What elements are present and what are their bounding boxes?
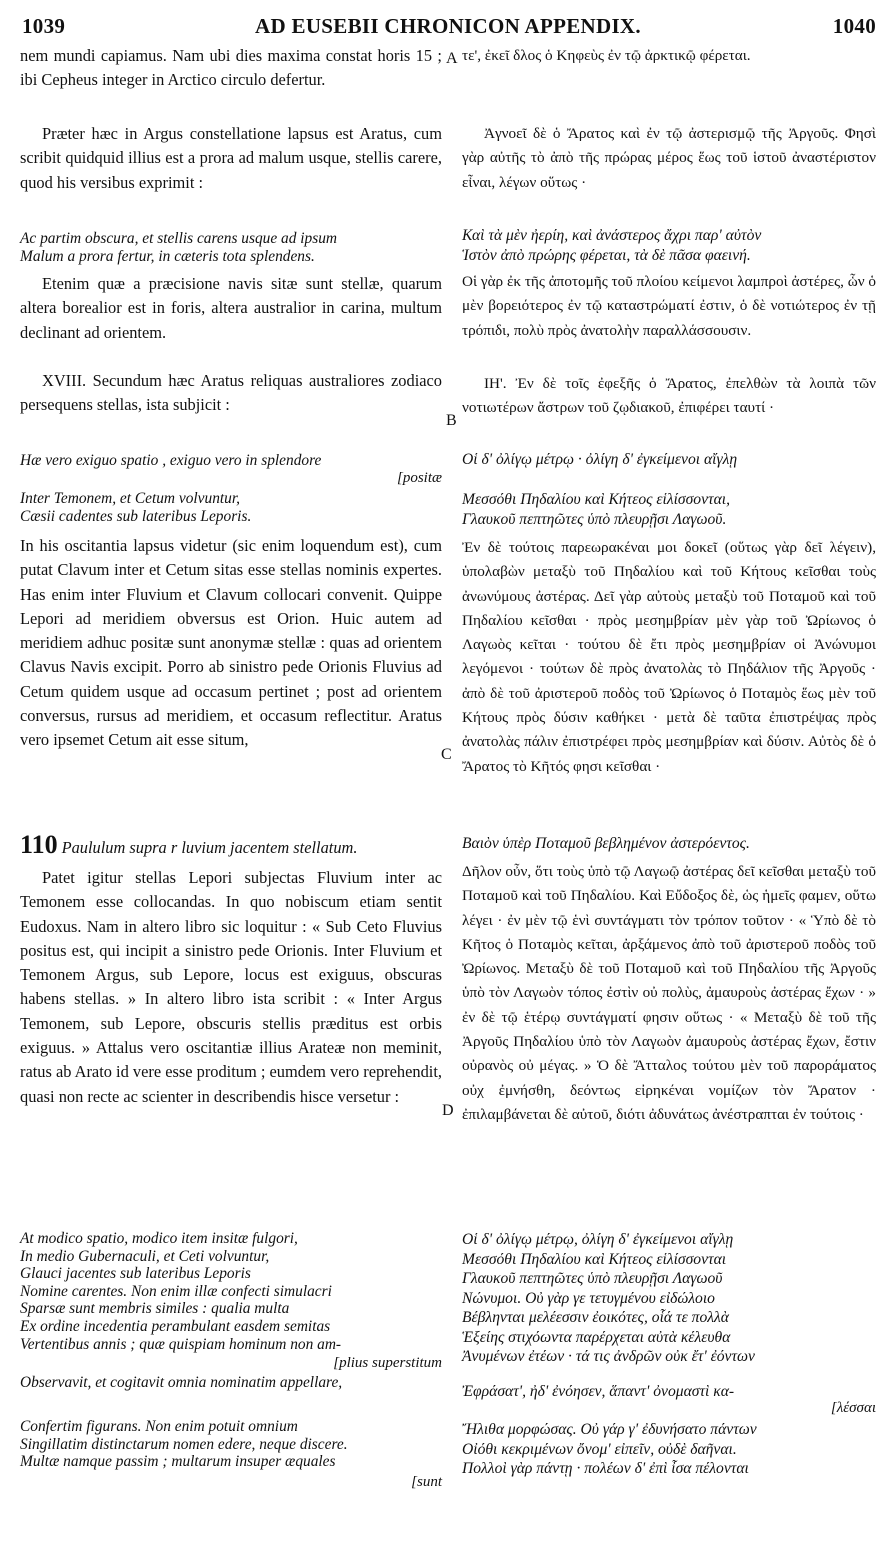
latin-verse-4b: Observavit, et cogitavit omnia nominatim appellare, [20,1374,343,1391]
page-number-left: 1039 [22,14,66,38]
greek-paragraph-1: τε', ἐκεῖ δλος ὁ Κηφεὺς ἐν τῷ ἀρκτικῷ φέρεται. [462,47,751,64]
running-title: AD EUSEBII CHRONICON APPENDIX. [255,14,641,38]
greek-verse-2b: Μεσσόθι Πηδαλίου καὶ Κήτεος εἱλίσσονται, Γλαυκοῦ πεπτηῶτες ὑπὸ πλευρῇσι Λαγωοῦ. [462,491,731,528]
latin-verse-2b: Inter Temonem, et Cetum volvuntur, Cæsii cadentes sub lateribus Leporis. [20,490,252,525]
latin-verse-4: At modico spatio, modico item insitæ fulgori, In medio Gubernaculi, et Ceti volvuntur, Glauci jacentes sub lateribus Leporis Nomine carentes. Non enim illæ confecti simulacri Sparsæ sunt membris similes : qualia multa Ex ordine incedentia perambulant easdem semitas Vertentibus annis ; quæ quispiam hominum non am- [20,1230,342,1353]
latin-paragraph-6: Patet igitur stellas Lepori subjectas Fluvium inter ac Temonem esse collocandas. In quo nobiscum etiam sentit Eudoxus. Nam in altero libro sic loquitur : « Sub Ceto Fluvius positus est, qui incipit a sinistro pede Orionis. Inter Fluvium et Temonem Argus, sub Lepore, locus est exiguus, obscuras habens stellas. » In altero libro ista scribit : « Inter Argus Temonem, sub Lepore, obscuris stellis præditus est orbis exiguus. » Attalus vero oscitantiæ illius Arateæ non meminit, ratus ab Arato id vere esse proditum ; eumdem vero reprehendit, quasi non recte ac scienter in describendis hisce versetur : [20,868,442,1106]
greek-verse-3: Βαιὸν ὑπὲρ Ποταμοῦ βεβλημένον ἀστερόεντος. [462,835,750,852]
page-number-right: 1040 [832,14,876,38]
greek-verse-5: Ἐφράσατ', ἠδ' ἐνόησεν, ἅπαντ' ὀνομαστὶ κα- [462,1383,735,1400]
margin-marker-d: D [442,1102,454,1119]
greek-paragraph-4: ΙΗ'. Ἐν δὲ τοῖς ἐφεξῆς ὁ Ἄρατος, ἐπελθὼν τὰ λοιπὰ τῶν νοτιωτέρων ἄστρων τοῦ ζῳδιακοῦ, ἐπιφέρει ταυτί · [462,375,876,417]
greek-verse-6: Ἤλιθα μορφώσας. Οὐ γάρ γ' ἐδυνήσατο πάντων Οἰόθι κεκριμένων ὄνομ' εἰπεῖν, οὐδὲ δαῆναι. Πολλοὶ γὰρ πάντῃ · πολέων δ' ἐπὶ ἶσα πέλονται [462,1421,757,1477]
latin-verse-4-continuation: [plius superstitum [333,1355,442,1371]
latin-verse-3-line [20,830,442,860]
margin-marker-b: B [446,412,457,429]
latin-verse-5: Confertim figurans. Non enim potuit omnium Singillatim distinctarum nomen edere, neque discere. Multæ namque passim ; multarum insuper æquales [20,1418,348,1471]
latin-verse-5-continuation: [sunt [411,1474,442,1490]
margin-marker-c: C [441,746,452,763]
latin-paragraph-1: nem mundi capiamus. Nam ubi dies maxima constat horis 15 ; ibi Cepheus integer in Arctico circulo defertur. [20,46,442,90]
latin-verse-2a-continuation: [positæ [396,470,442,486]
latin-paragraph-2: Præter hæc in Argus constellatione lapsus est Aratus, cum scribit quidquid illius est a prora ad malum usque, stellis carere, quod his versibus exprimit : [20,124,442,192]
greek-verse-4: Οἱ δ' ὀλίγῳ μέτρῳ, ὀλίγη δ' ἐγκείμενοι αἴγλῃ Μεσσόθι Πηδαλίου καὶ Κήτεος εἱλίσσονται Γλαυκοῦ πεπτηῶτες ὑπὸ πλευρῇσι Λαγωοῦ Νώνυμοι. Οὐ γὰρ γε τετυγμένου εἰδώλοιο Βέβληνται μελέεσσιν ἐοικότες, οἷά τε πολλὰ Ἑξείης στιχόωντα παρέρχεται αὐτὰ κέλευθα Ἀνυμένων ἐτέων · τά τις ἀνδρῶν οὐκ ἔτ' ἐόντων [462,1231,755,1365]
greek-paragraph-5: Ἐν δὲ τούτοις παρεωρακέναι μοι δοκεῖ (οὕτως γὰρ δεῖ λέγειν), ὑπολαβὼν μεταξὺ τοῦ Πηδαλίου καὶ τοῦ Κήτους κεῖσθαι τοὺς ἀνωνύμους ἀστέρας. Δεῖ γὰρ αὐτοὺς μεταξὺ τοῦ Ποταμοῦ καὶ τοῦ Πηδαλίου κεῖσθαι · πρὸς μεσημβρίαν μὲν γὰρ τοῦ Ὠρίωνος ὁ Λαγωὸς κεῖται · τούτου δὲ ἔτι πρὸς μεσημβρίαν οἱ Ἀνώνυμοι λεγόμενοι · τούτων δὲ πρὸς ἀνατολὰς τὸ Πηδάλιον τῆς Ἀργοῦς · ἀπὸ δὲ τοῦ ἀριστεροῦ ποδὸς τοῦ Ὠρίωνος ὁ Ποταμὸς ἕως μὲν τοῦ Κήτους πρὸς δύσιν καθήκει · μετὰ δὲ ταῦτα ἐπιστρέψας πρὸς ἀνατολὰς πάλιν ἐπιστρέφει πρὸς μεσημβρίαν καὶ δύσιν. Αὐτὸς δὲ ὁ Ἄρατος τὸ Κῆτός φησι κεῖσθαι · [462,539,876,775]
latin-verse-1: Ac partim obscura, et stellis carens usque ad ipsum Malum a prora fertur, in cæteris tota splendens. [20,230,338,265]
section-number-110: 110 [20,830,58,859]
latin-paragraph-4: XVIII. Secundum hæc Aratus reliquas australiores zodiaco persequens stellas, ista subjicit : [20,371,442,415]
greek-verse-2a: Οἱ δ' ὀλίγῳ μέτρῳ · ὀλίγη δ' ἐγκείμενοι αἴγλῃ [462,451,738,468]
latin-paragraph-5: In his oscitantia lapsus videtur (sic enim loquendum est), cum putat Clavum inter et Cetum sitas esse stellas nominis expertes. Has enim inter Fluvium et Clavum collocari convenit. Quippe Lepori ad meridiem obversus est Orion. Huic autem ad meridiem adhuc positæ sunt anonymæ stellæ : quas ad orientem Clavus Navis excipit. Porro ab sinistro pede Orionis Fluvius ad Cetum quidem usque ad occasum pertinet ; post ad orientem conversus, rursus ad meridiem, et occasum reflectitur. Aratus vero ipsemet Cetum ait esse situm, [20,536,442,750]
latin-verse-3: Paululum supra r luvium jacentem stellatum. [61,838,358,857]
greek-paragraph-2: Ἀγνοεῖ δὲ ὁ Ἄρατος καὶ ἐν τῷ ἀστερισμῷ τῆς Ἀργοῦς. Φησὶ γὰρ αὐτῆς τὸ ἀπὸ τῆς πρώρας μέρος ἕως τοῦ ἱστοῦ ἀναστέριστον εἶναι, λέγων οὕτως · [462,125,876,191]
latin-verse-2a: Hæ vero exiguo spatio , exiguo vero in splendore [20,452,322,469]
greek-paragraph-6: Δῆλον οὖν, ὅτι τοὺς ὑπὸ τῷ Λαγωῷ ἀστέρας δεῖ κεῖσθαι μεταξὺ τοῦ Ποταμοῦ καὶ τοῦ Πηδαλίου. Καὶ Εὔδοξος δὲ, ὡς ἡμεῖς φαμεν, οὕτω λέγει · ἐν μὲν τῷ ἑνὶ συντάγματι τὸν τρόπον τοῦτον · « Ὑπὸ δὲ τὸ Κῆτος ὁ Ποταμὸς κεῖται, ἀρξάμενος ἀπὸ τοῦ ἀριστεροῦ ποδὸς τοῦ Ὠρίωνος. Μεταξὺ δὲ τοῦ Ποταμοῦ καὶ τοῦ Πηδαλίου τῆς Ἀργοῦς ὑπὸ τὸν Λαγωὸν τόπος ἐστὶν οὐ πολὺς, ἀμαυροὺς ἀστέρας ἔχων · » ἐν δὲ τῷ ἑτέρῳ συντάγματί φησιν οὕτως · « Μεταξὺ δὲ τοῦ τῆς Ἀργοῦς Πηδαλίου ὑπὸ τὸν Λαγωὸν ἀμαυροὺς ἀστέρας ἔχων, ἔστιν οὐρανὸς οὐ μέγας. » Ὁ δὲ Ἄτταλος τούτου μὲν τοῦ παροράματος οὐχ ἐμνήσθη, δεόντως εἰρηκέναι νομίζων τὸν Ἄρατον · ἐπιλαμβάνεται δὲ αὐτοῦ, διότι ἀδυνάτως ἀνέστραπται ἐν τούτοις · [462,863,876,1123]
greek-paragraph-3: Οἱ γὰρ ἐκ τῆς ἀποτομῆς τοῦ πλοίου κείμενοι λαμπροὶ ἀστέρες, ὧν ὁ μὲν βορειότερος ἐν τῷ καταστρώματί ἐστιν, ὁ δὲ νοτιώτερος ἐν τῇ τρόπιδι, πολὺ πρὸς ἀνατολὴν παραλλάσσουσιν. [462,273,876,339]
greek-verse-5-continuation: [λέσσαι [830,1400,876,1416]
latin-paragraph-3: Etenim quæ a præcisione navis sitæ sunt stellæ, quarum altera borealior est in foris, altera australior in carina, multum declinant ad orientem. [20,274,442,342]
greek-verse-1: Καὶ τὰ μὲν ἠερίη, καὶ ἀνάστερος ἄχρι παρ' αὐτὸν Ἱστὸν ἀπὸ πρώρης φέρεται, τὰ δὲ πᾶσα φαεινή. [462,227,762,264]
margin-marker-a: A [446,50,458,67]
page-header [0,6,896,42]
